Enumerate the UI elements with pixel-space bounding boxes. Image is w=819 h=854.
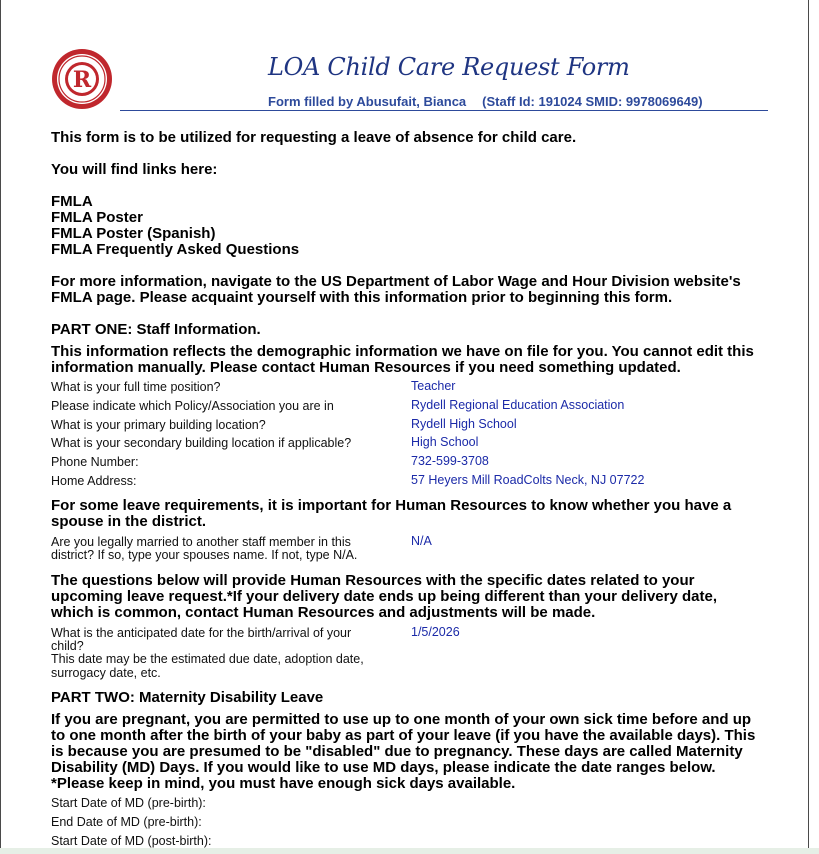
md-pre-start-label: Start Date of MD (pre-birth): [51,796,206,810]
birth-date-value: 1/5/2026 [411,625,460,639]
spouse-heading-line2: spouse in the district. [51,513,207,530]
part-one-note-line1: This information reflects the demographic information we have on file for you. You cannot edit this [51,343,754,360]
part-one-note-line2: information manually. Please contact Human Resources if you need something updated. [51,359,681,376]
primary-building-value: Rydell High School [411,417,517,431]
dates-heading-line2: upcoming leave request.*If your delivery date ends up being different than your delivery date, [51,588,717,605]
part-two-para-line1: If you are pregnant, you are permitted to use up to one month of your own sick time before and up [51,711,752,728]
phone-label: Phone Number: [51,455,139,469]
phone-value: 732-599-3708 [411,454,489,468]
spouse-heading-line1: For some leave requirements, it is important for Human Resources to know whether you have a [51,497,732,514]
page-title: LOA Child Care Request Form [268,53,630,81]
links-heading: You will find links here: [51,161,218,178]
address-label: Home Address: [51,474,137,488]
position-value: Teacher [411,379,456,393]
part-two-para-line5: *Please keep in mind, you must have enough sick days available. [51,775,516,792]
part-two-para-line4: Disability (MD) Days. If you would like to use MD days, please indicate the date ranges below. [51,759,716,776]
dates-heading-line1: The questions below will provide Human Resources with the specific dates related to your [51,572,695,589]
position-label: What is your full time position? [51,380,221,394]
title-divider [120,110,768,111]
address-value: 57 Heyers Mill RoadColts Neck, NJ 07722 [411,473,645,487]
birth-date-label-line2: child? [51,639,84,653]
bottom-strip [0,848,819,854]
staff-ids: (Staff Id: 191024 SMID: 9978069649) [482,94,703,109]
birth-date-hint-line2: surrogacy date, etc. [51,666,161,680]
filled-by-line [268,94,703,109]
page-border-left [0,0,1,854]
link-fmla-faq[interactable]: FMLA Frequently Asked Questions [51,241,300,258]
birth-date-hint-line1: This date may be the estimated due date, adoption date, [51,652,364,666]
spouse-label-line2: district? If so, type your spouses name. If not, type N/A. [51,548,358,562]
logo-letter: R [72,67,92,93]
dates-heading-line3: which is common, contact Human Resources and adjustments will be made. [51,604,596,621]
part-one-heading: PART ONE: Staff Information. [51,321,261,338]
spouse-label-line1: Are you legally married to another staff member in this [51,535,351,549]
part-two-heading: PART TWO: Maternity Disability Leave [51,689,324,706]
filled-by-name: Form filled by Abusufait, Bianca [268,94,467,109]
link-fmla-poster-spanish[interactable]: FMLA Poster (Spanish) [51,225,216,242]
form-purpose: This form is to be utilized for requesting a leave of absence for child care. [51,129,577,146]
association-value: Rydell Regional Education Association [411,398,625,412]
association-label: Please indicate which Policy/Association you are in [51,399,334,413]
part-two-para-line3: is because you are presumed to be "disabled" due to pregnancy. These days are called Maternity [51,743,743,760]
link-fmla[interactable]: FMLA [51,193,93,210]
secondary-building-value: High School [411,435,479,449]
district-seal-icon [50,47,114,111]
part-two-para-line2: to one month after the birth of your baby as part of your leave (if you have the available days). This [51,727,756,744]
spouse-value: N/A [411,534,432,548]
info-text-line2: FMLA page. Please acquaint yourself with this information prior to beginning this form. [51,289,673,306]
birth-date-label-line1: What is the anticipated date for the birth/arrival of your [51,626,352,640]
page-border-right [808,0,809,854]
info-text-line1: For more information, navigate to the US Department of Labor Wage and Hour Division website's [51,273,741,290]
md-post-start-label: Start Date of MD (post-birth): [51,834,212,848]
primary-building-label: What is your primary building location? [51,418,266,432]
secondary-building-label: What is your secondary building location if applicable? [51,436,352,450]
md-pre-end-label: End Date of MD (pre-birth): [51,815,202,829]
link-fmla-poster[interactable]: FMLA Poster [51,209,143,226]
